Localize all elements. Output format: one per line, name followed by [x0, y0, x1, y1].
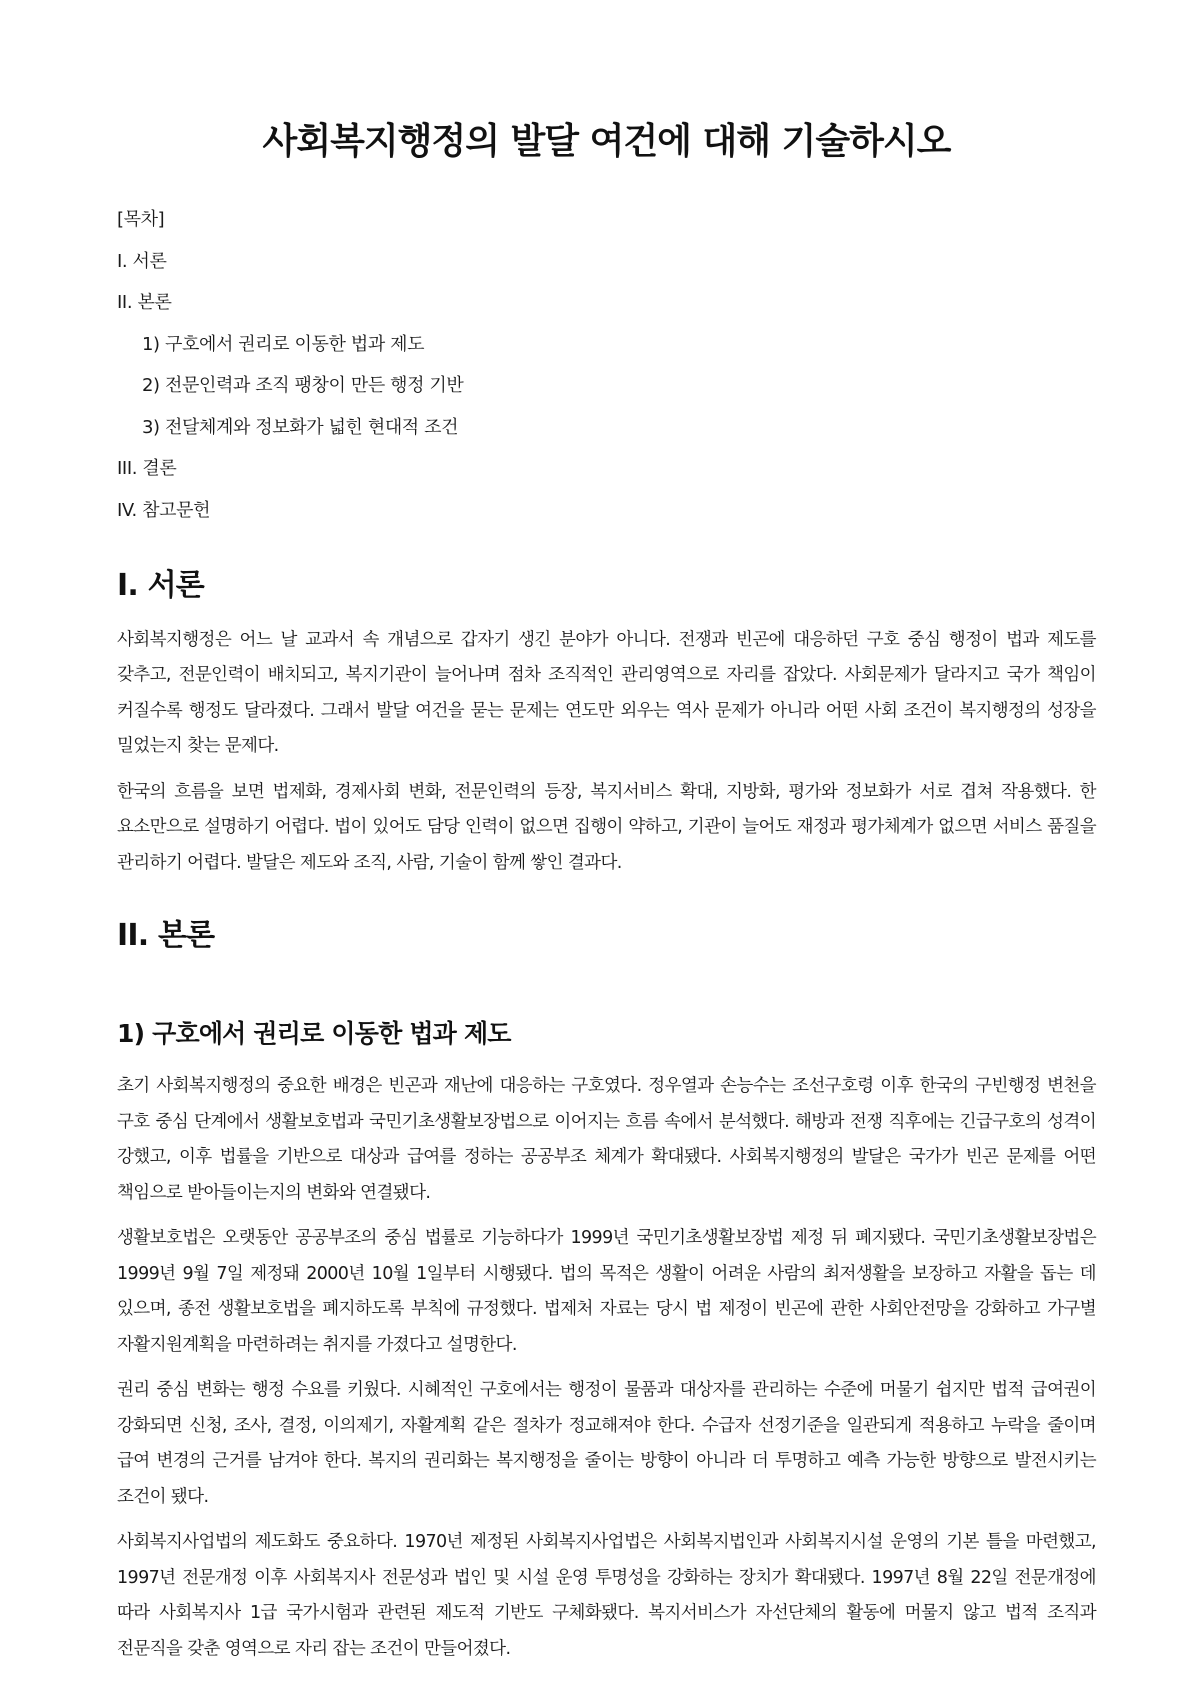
- toc-label: [목차]: [117, 209, 165, 230]
- intro-paragraph: 사회복지행정은 어느 날 교과서 속 개념으로 갑자기 생긴 분야가 아니다. 전쟁과 빈곤에 대응하던 구호 중심 행정이 법과 제도를 갖추고, 전문인력이 배치되고, 복지기관이 늘어나며 점차 조직적인 관리영역으로 자리를 잡았다. 사회문제가 달라지고 국가 책임이 커질수록 행정도 달라졌다. 그래서 발달 여건을 묻는 문제는 연도만 외우는 역사 문제가 아니라 어떤 사회 조건이 복지행정의 성장을 밀었는지 찾는 문제다.: [117, 629, 1096, 756]
- toc-item-conclusion: III. 결론: [117, 458, 177, 479]
- toc-subitem-delivery-system: 3) 전달체계와 정보화가 넓힌 현대적 조건: [142, 416, 459, 438]
- subsection-heading: 1) 구호에서 권리로 이동한 법과 제도: [117, 1019, 511, 1048]
- body-paragraph: 초기 사회복지행정의 중요한 배경은 빈곤과 재난에 대응하는 구호였다. 정우열과 손능수는 조선구호령 이후 한국의 구빈행정 변천을 구호 중심 단계에서 생활보호법과 국민기초생활보장법으로 이어지는 흐름 속에서 분석했다. 해방과 전쟁 직후에는 긴급구호의 성격이 강했고, 이후 법률을 기반으로 대상과 급여를 정하는 공공부조 체계가 확대됐다. 사회복지행정의 발달은 국가가 빈곤 문제를 어떤 책임으로 받아들이는지의 변화와 연결됐다.: [117, 1076, 1096, 1203]
- toc-subitem-law-and-system: 1) 구호에서 권리로 이동한 법과 제도: [142, 333, 425, 355]
- table-of-contents: [117, 208, 1096, 523]
- section-heading-introduction: I. 서론: [117, 567, 204, 603]
- toc-item-references: IV. 참고문헌: [117, 499, 211, 521]
- intro-paragraph: 한국의 흐름을 보면 법제화, 경제사회 변화, 전문인력의 등장, 복지서비스 확대, 지방화, 평가와 정보화가 서로 겹쳐 작용했다. 한 요소만으로 설명하기 어렵다. 법이 있어도 담당 인력이 없으면 집행이 약하고, 기관이 늘어도 재정과 평가체계가 없으면 서비스 품질을 관리하기 어렵다. 발달은 제도와 조직, 사람, 기술이 함께 쌓인 결과다.: [117, 781, 1096, 873]
- introduction-section: [117, 567, 1096, 882]
- section-spacer: [117, 973, 1096, 1017]
- toc-item-introduction: I. 서론: [117, 250, 167, 272]
- toc-subitem-professional-workforce: 2) 전문인력과 조직 팽창이 만든 행정 기반: [142, 375, 464, 396]
- section-heading-body: II. 본론: [117, 918, 215, 953]
- body-section: [117, 917, 1096, 1667]
- body-paragraph: 사회복지사업법의 제도화도 중요하다. 1970년 제정된 사회복지사업법은 사회복지법인과 사회복지시설 운영의 기본 틀을 마련했고, 1997년 전문개정 이후 사회복지사 전문성과 법인 및 시설 운영 투명성을 강화하는 장치가 확대됐다. 1997년 8월 22일 전문개정에 따라 사회복지사 1급 국가시험과 관련된 제도적 기반도 구체화됐다. 복지서비스가 자선단체의 활동에 머물지 않고 법적 조직과 전문직을 갖춘 영역으로 자리 잡는 조건이 만들어졌다.: [117, 1532, 1096, 1659]
- toc-item-body: II. 본론: [117, 292, 172, 313]
- body-paragraph: 생활보호법은 오랫동안 공공부조의 중심 법률로 기능하다가 1999년 국민기초생활보장법 제정 뒤 폐지됐다. 국민기초생활보장법은 1999년 9월 7일 제정돼 2000년 10월 1일부터 시행됐다. 법의 목적은 생활이 어려운 사람의 최저생활을 보장하고 자활을 돕는 데 있으며, 종전 생활보호법을 폐지하도록 부칙에 규정했다. 법제처 자료는 당시 법 제정이 빈곤에 관한 사회안전망을 강화하고 가구별 자활지원계획을 마련하려는 취지를 가졌다고 설명한다.: [117, 1228, 1096, 1355]
- body-paragraph: 권리 중심 변화는 행정 수요를 키웠다. 시혜적인 구호에서는 행정이 물품과 대상자를 관리하는 수준에 머물기 쉽지만 법적 급여권이 강화되면 신청, 조사, 결정, 이의제기, 자활계획 같은 절차가 정교해져야 한다. 수급자 선정기준을 일관되게 적용하고 누락을 줄이며 급여 변경의 근거를 남겨야 한다. 복지의 권리화는 복지행정을 줄이는 방향이 아니라 더 투명하고 예측 가능한 방향으로 발전시키는 조건이 됐다.: [117, 1380, 1096, 1507]
- subsection-law-and-system: [117, 1017, 1096, 1667]
- section-spacer: [117, 891, 1096, 917]
- document-title: 사회복지행정의 발달 여건에 대해 기술하시오: [262, 121, 951, 162]
